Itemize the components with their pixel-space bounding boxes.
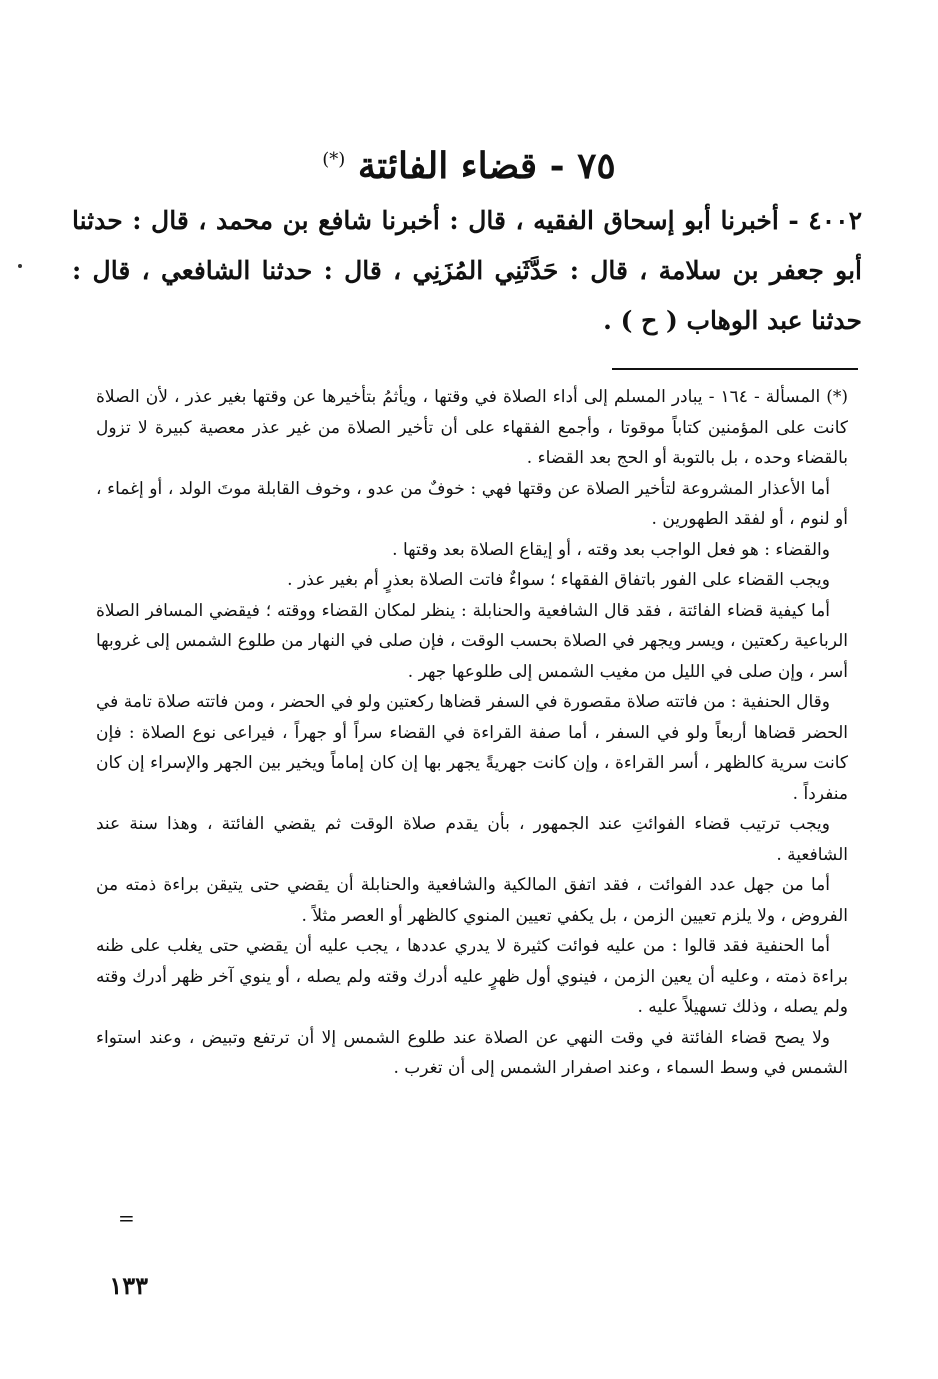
footnote-section [96,382,848,1084]
footnote-paragraph: ويجب ترتيب قضاء الفوائتِ عند الجمهور ، بأن يقدم صلاة الوقت ثم يقضي الفائتة ، وهذا سنة عند الشافعية . [96,814,848,865]
footnote-paragraph: ولا يصح قضاء الفائتة في وقت النهي عن الصلاة عند طلوع الشمس إلا أن ترتفع وتبيض ، وعند استواء الشمس في وسط السماء ، وعند اصفرار الشمس إلى أن تغرب . [96,1027,848,1078]
footnote-paragraph: أما الحنفية فقد قالوا : من عليه فوائت كثيرة لا يدري عددها ، يجب عليه أن يقضي حتى يغلب على ظنه براءة ذمته ، وعليه أن يعين الزمن ، فينوي أول ظهرٍ عليه أدرك وقته ولم يصله ، أو ينوي آخر ظهر أدرك وقته ولم يصله ، وذلك تسهيلاً عليه . [96,936,848,1017]
chapter-title [200,132,738,194]
continuation-mark: = [118,1206,135,1230]
footnote-paragraph: ويجب القضاء على الفور باتفاق الفقهاء ؛ سواءٌ فاتت الصلاة بعذرٍ أم بغير عذر . [287,570,830,590]
footnote-divider [612,368,858,370]
margin-dot [18,264,22,268]
chapter-title-text: ٧٥ - قضاء الفائتة [357,145,616,187]
hadith-paragraph: ٤٠٠٢ - أخبرنا أبو إسحاق الفقيه ، قال : أخبرنا شافع بن محمد ، قال : حدثنا أبو جعفر بن سلامة ، قال : حَدَّثَنِي المُزَنِي ، قال : حدثنا الشافعي ، قال : حدثنا عبد الوهاب ( ح ) . [72,206,862,335]
footnote-paragraph: أما الأعذار المشروعة لتأخير الصلاة عن وقتها فهي : خوفٌ من عدو ، وخوف القابلة موتَ الولد ، أو إغماء ، أو لنوم ، أو لفقد الطهورين . [96,478,848,529]
footnote-marker: (*) [322,149,346,170]
hadith-text [72,196,862,346]
footnote-paragraph: أما كيفية قضاء الفائتة ، فقد قال الشافعية والحنابلة : ينظر لمكان القضاء ووقته ؛ فيقضي المسافر الصلاة الرباعية ركعتين ، ويسر ويجهر في الصلاة بحسب الوقت ، فإن صلى في النهار من طلوع الشمس إلى غروبها أسر ، وإن صلى في الليل من مغيب الشمس إلى طلوعها جهر . [96,600,848,682]
page-number: ١٣٣ [109,1271,148,1300]
footnote-paragraph: وقال الحنفية : من فاتته صلاة مقصورة في السفر قضاها ركعتين ولو في الحضر ، ومن فاتته صلاة تامة في الحضر قضاها أربعاً ولو في السفر ، أما صفة القراءة في القضاء سراً أو جهراً ، فيراعى نوع الصلاة : فإن كانت سرية كالظهر ، أسر القراءة ، وإن كانت جهريةً يجهر بها إن كان إماماً ويخير بين الجهر والإسراء إن كان منفرداً . [96,692,848,804]
footnote-paragraph: والقضاء : هو فعل الواجب بعد وقته ، أو إيقاع الصلاة بعد وقتها . [392,539,830,560]
footnote-paragraph: (*) المسألة - ١٦٤ - يبادر المسلم إلى أداء الصلاة في وقتها ، ويأثمُ بتأخيرها عن وقتها بغير عذر ، لأن الصلاة كانت على المؤمنين كتاباً موقوتا ، وأجمع الفقهاء على أن تأخير الصلاة من غير عذر معصية كبيرة لا تزول بالقضاء وحده ، بل بالتوبة أو الحج بعد القضاء . [96,387,848,468]
footnote-paragraph: أما من جهل عدد الفوائت ، فقد اتفق المالكية والشافعية والحنابلة أن يقضي حتى يتيقن براءة ذمته من الفروض ، ولا يلزم تعيين الزمن ، بل يكفي تعيين المنوي كالظهر أو العصر مثلاً . [96,875,848,926]
